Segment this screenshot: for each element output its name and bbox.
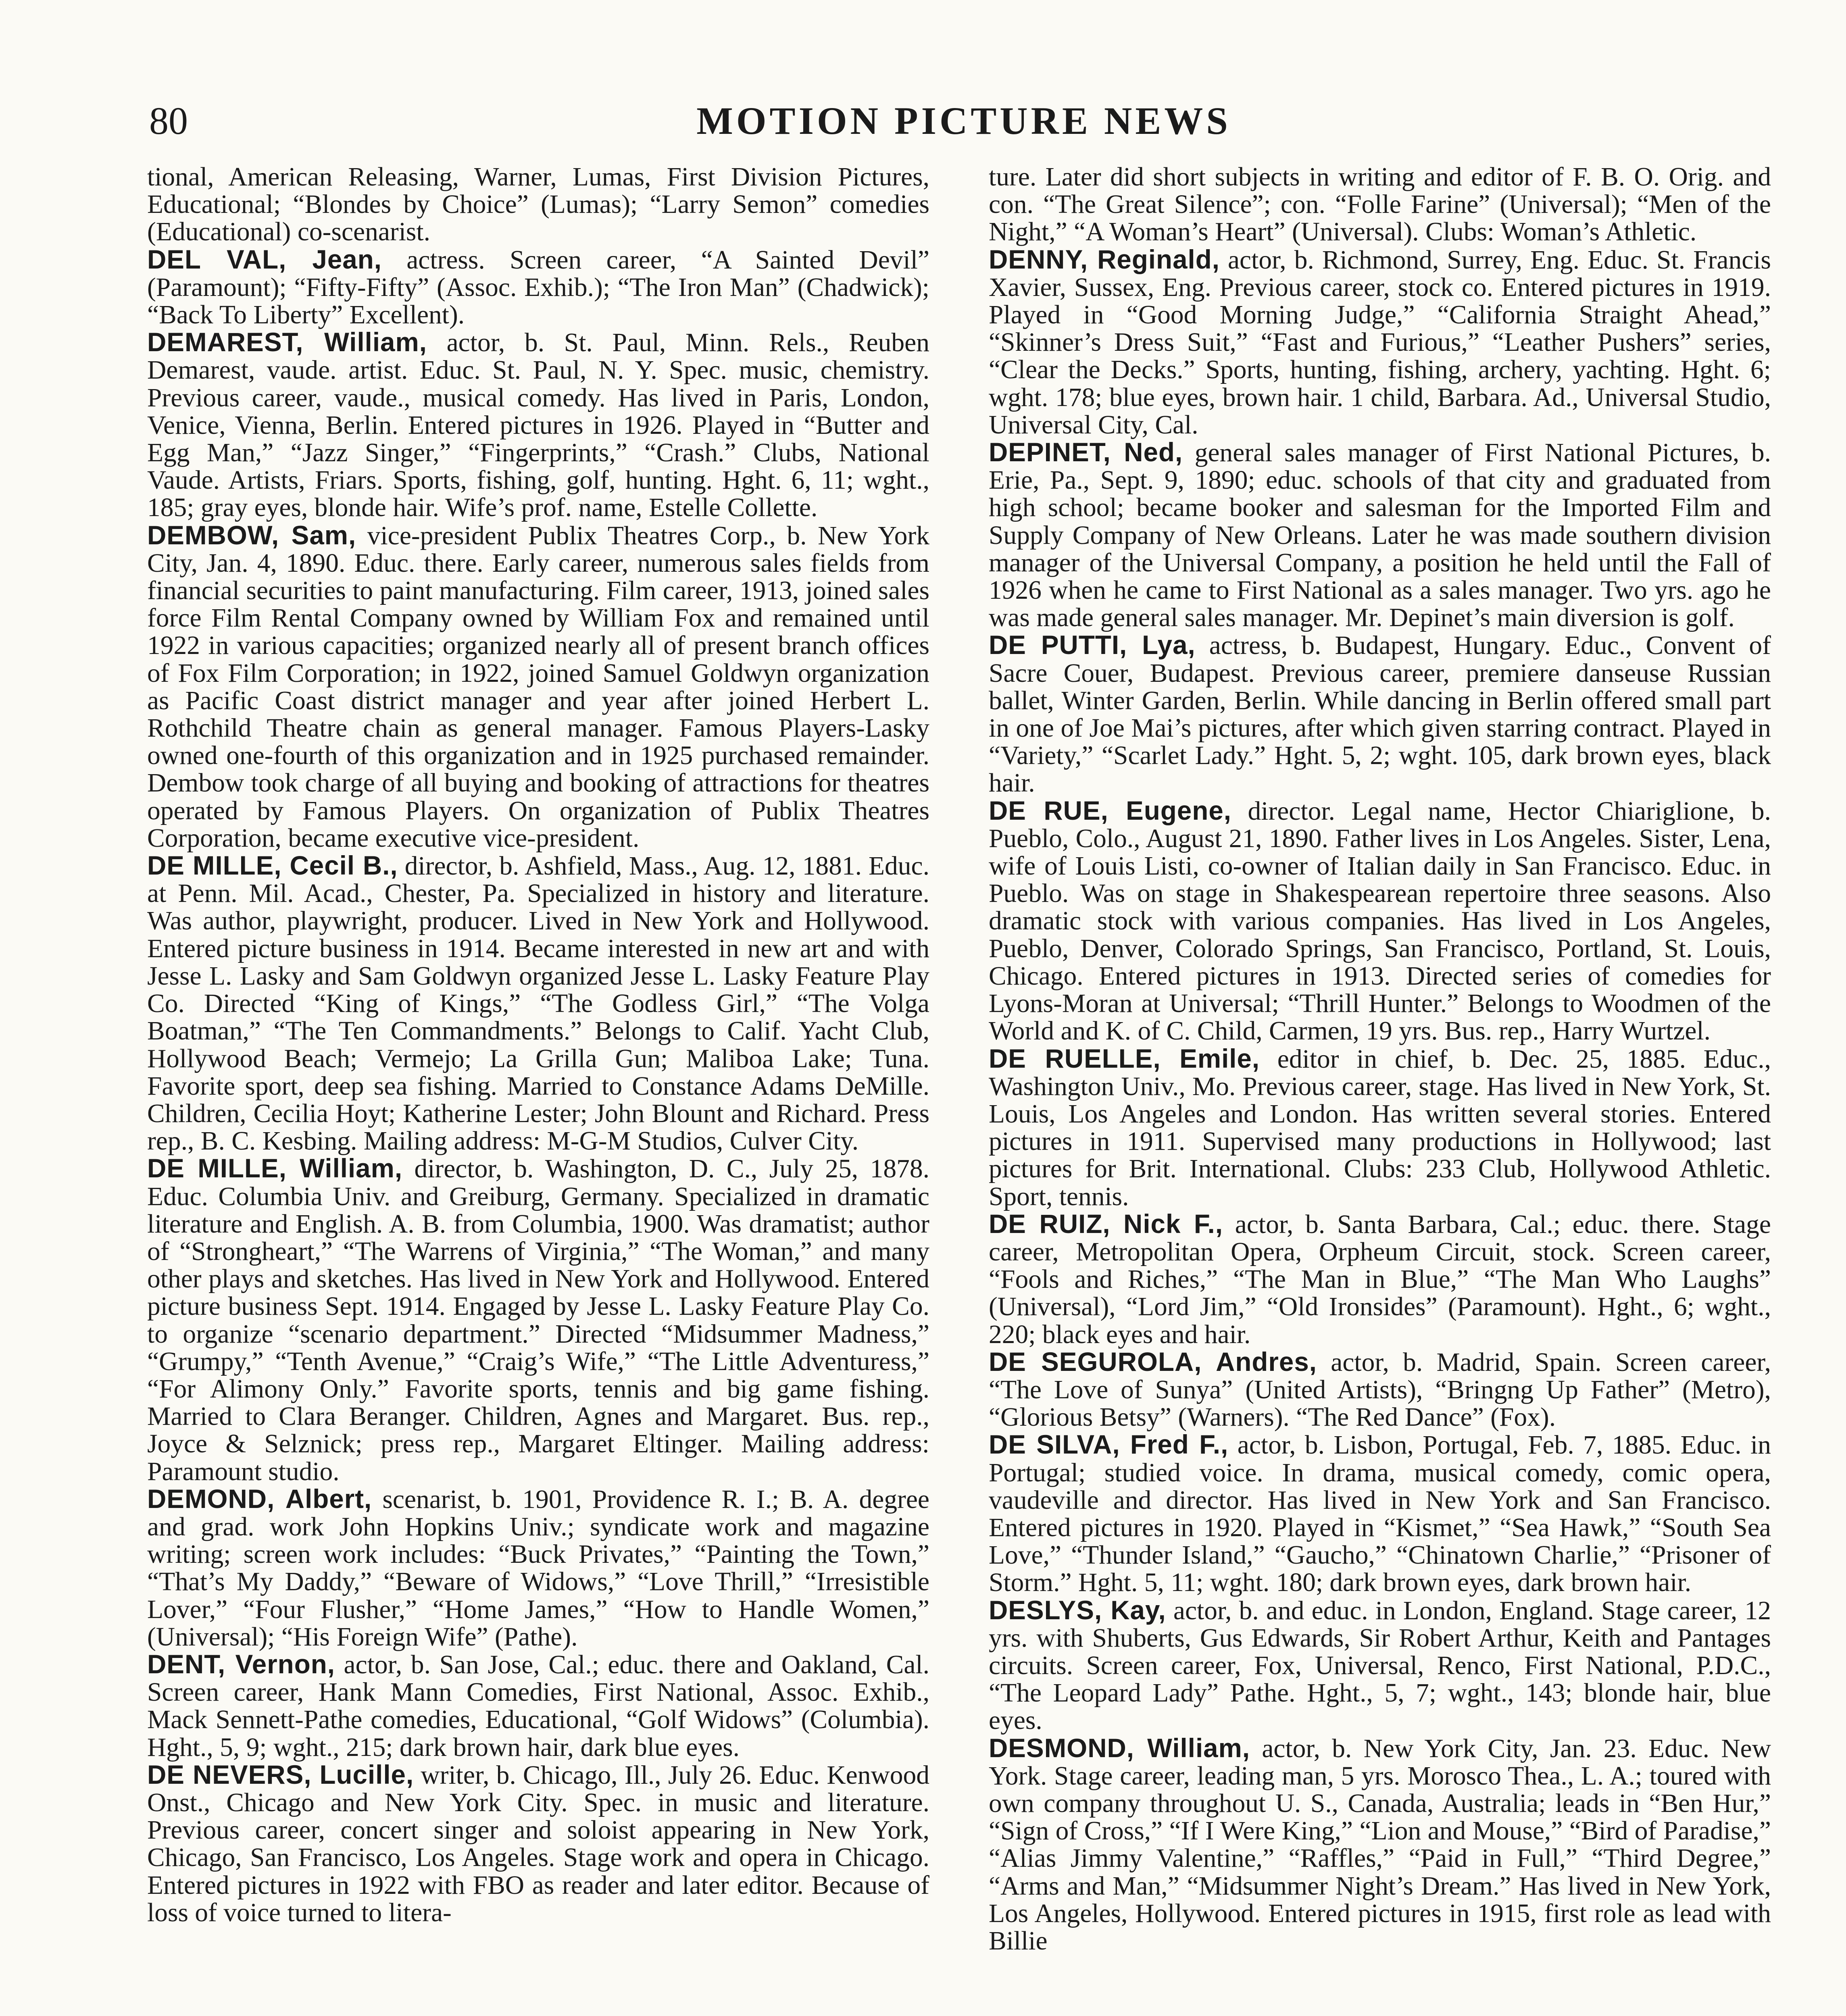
left-column (147, 163, 929, 1926)
entry-text: director. Legal name, Hector Chiariglione, b. Pueblo, Colo., August 21, 1890. Father lives in Los Angeles. Sister, Lena, wife of Louis Listi, co-owner of Italian daily in San Francisco. Educ. in Pueblo. Was on stage in Shakespearean repertoire three seasons. Also dramatic stock with various companies. Has lived in Los Angeles, Pueblo, Denver, Colorado Springs, San Francisco, Portland, St. Louis, Chicago. Entered pictures in 1913. Directed series of comedies for Lyons-Moran at Universal; “Thrill Hunter.” Belongs to Woodmen of the World and K. of C. Child, Carmen, 19 yrs. Bus. rep., Harry Wurtzel. (989, 796, 1771, 1046)
entry-name: DEL VAL, Jean, (147, 244, 382, 274)
entry-text: vice-president Publix Theatres Corp., b. New York City, Jan. 4, 1890. Educ. there. Early career, numerous sales fields from financial securities to paint manufacturing. Film career, 1913, joined sales force Film Rental Company owned by William Fox and remained until 1922 in various capacities; organized nearly all of present branch offices of Fox Film Corporation; in 1922, joined Samuel Goldwyn organization as Pacific Coast district manager and year after joined Herbert L. Rothchild Theatre chain as general manager. Famous Players-Lasky owned one-fourth of this organization and in 1925 purchased remainder. Dembow took charge of all buying and booking of attractions for theatres operated by Famous Players. On organization of Publix Theatres Corporation, became executive vice-president. (147, 521, 929, 853)
entry-name: DE MILLE, William, (147, 1154, 403, 1183)
entry-text: actor, b. Richmond, Surrey, Eng. Educ. St. Francis Xavier, Sussex, Eng. Previous career, stock co. Entered pictures in 1919. Played in “Good Morning Judge,” “California Straight Ahead,” “Skinner’s Dress Suit,” “Fast and Furious,” “Leather Pushers” series, “Clear the Decks.” Sports, hunting, fishing, archery, yachting. Hght. 6; wght. 178; blue eyes, brown hair. 1 child, Barbara. Ad., Universal Studio, Universal City, Cal. (989, 245, 1771, 439)
entry-name: DEMOND, Albert, (147, 1484, 372, 1514)
right-column (989, 163, 1771, 1955)
entry-text: actor, b. New York City, Jan. 23. Educ. New York. Stage career, leading man, 5 yrs. Morosco Thea., L. A.; toured with own company throughout U. S., Canada, Australia; leads in “Ben Hur,” “Sign of Cross,” “If I Were King,” “Lion and Mouse,” “Bird of Paradise,” “Alias Jimmy Valentine,” “Raffles,” “Paid in Full,” “Third Degree,” “Arms and Man,” “Midsummer Night’s Dream.” Has lived in New York, Los Angeles, Hollywood. Entered pictures in 1915, first role as lead with Billie (989, 1734, 1771, 1956)
directory-entry (989, 631, 1771, 797)
entry-text: actress, b. Budapest, Hungary. Educ., Convent of Sacre Couer, Budapest. Previous career, premiere danseuse Russian ballet, Winter Garden, Berlin. While dancing in Berlin offered small part in one of Joe Mai’s pictures, after which given starring contract. Played in “Variety,” “Scarlet Lady.” Hght. 5, 2; wght. 105, dark brown eyes, black hair. (989, 631, 1771, 798)
directory-entry (989, 439, 1771, 631)
directory-entry (989, 1045, 1771, 1210)
entry-text: general sales manager of First National Pictures, b. Erie, Pa., Sept. 9, 1890; educ. schools of that city and graduated from high school; became booker and salesman for the Imported Film and Supply Company of New Orleans. Later he was made southern division manager of the Universal Company, a position he held until the Fall of 1926 when he came to First National as a sales manager. Two yrs. ago he was made general sales manager. Mr. Depinet’s main diversion is golf. (989, 438, 1771, 633)
continued-entry (989, 163, 1771, 246)
entry-text: writer, b. Chicago, Ill., July 26. Educ. Kenwood Onst., Chicago and New York City. Spec. in music and literature. Previous career, concert singer and soloist appearing in New York, Chicago, San Francisco, Los Angeles. Stage work and opera in Chicago. Entered pictures in 1922 with FBO as reader and later editor. Because of loss of voice turned to litera- (147, 1760, 929, 1927)
entry-text: editor in chief, b. Dec. 25, 1885. Educ., Washington Univ., Mo. Previous career, stage. Has lived in New York, St. Louis, Los Angeles and London. Has written several stories. Entered pictures in 1911. Supervised many productions in Hollywood; last pictures for Brit. International. Clubs: 233 Club, Hollywood Athletic. Sport, tennis. (989, 1044, 1771, 1211)
entry-name: DE MILLE, Cecil B., (147, 851, 398, 881)
directory-entry (147, 1485, 929, 1651)
entry-text: director, b. Ashfield, Mass., Aug. 12, 1881. Educ. at Penn. Mil. Acad., Chester, Pa. Specialized in history and literature. Was author, playwright, producer. Lived in New York and Hollywood. Entered picture business in 1914. Became interested in new art and with Jesse L. Lasky and Sam Goldwyn organized Jesse L. Lasky Feature Play Co. Directed “King of Kings,” “The Godless Girl,” “The Volga Boatman,” “The Ten Commandments.” Belongs to Calif. Yacht Club, Hollywood Beach; Vermejo; La Grilla Gun; Maliboa Lake; Tuna. Favorite sport, deep sea fishing. Married to Constance Adams DeMille. Children, Cecilia Hoyt; Katherine Lester; John Blount and Richard. Press rep., B. C. Kesbing. Mailing address: M-G-M Studios, Culver City. (147, 852, 929, 1156)
running-title: MOTION PICTURE NEWS (696, 99, 1231, 142)
directory-entry (147, 852, 929, 1155)
entry-name: DE SILVA, Fred F., (989, 1430, 1229, 1460)
directory-entry (989, 1597, 1771, 1735)
entry-text: director, b. Washington, D. C., July 25, 1878. Educ. Columbia Univ. and Greiburg, Germany. Specialized in dramatic literature and English. A. B. from Columbia, 1900. Was dramatist; author of “Strongheart,” “The Warrens of Virginia,” “The Woman,” and many other plays and sketches. Has lived in New York and Hollywood. Entered picture business Sept. 1914. Engaged by Jesse L. Lasky Feature Play Co. to organize “scenario department.” Directed “Midsummer Madness,” “Grumpy,” “Tenth Avenue,” “Craig’s Wife,” “The Little Adventuress,” “For Alimony Only.” Favorite sports, tennis and big game fishing. Married to Clara Beranger. Children, Agnes and Margaret. Bus. rep., Joyce & Selznick; press rep., Margaret Eltinger. Mailing address: Paramount studio. (147, 1154, 929, 1486)
entry-name: DENT, Vernon, (147, 1649, 335, 1679)
entry-name: DE RUE, Eugene, (989, 796, 1231, 825)
continued-entry (147, 163, 929, 246)
entry-name: DE PUTTI, Lya, (989, 630, 1196, 660)
directory-entry (147, 1761, 929, 1926)
entry-name: DESMOND, William, (989, 1733, 1250, 1763)
directory-entry (147, 1651, 929, 1761)
entry-name: DENNY, Reginald, (989, 244, 1220, 274)
directory-entry (147, 246, 929, 329)
entry-text: scenarist, b. 1901, Providence R. I.; B. A. degree and grad. work John Hopkins Univ.; syndicate work and magazine writing; screen work includes: “Buck Privates,” “Painting the Town,” “That’s My Daddy,” “Beware of Widows,” “Love Thrill,” “Irresistible Lover,” “Four Flusher,” “Home James,” “How to Handle Women,” (Universal); “His Foreign Wife” (Pathe). (147, 1485, 929, 1652)
directory-entry (989, 1348, 1771, 1431)
directory-entry (989, 1431, 1771, 1596)
directory-entry (147, 522, 929, 852)
entry-name: DE RUELLE, Emile, (989, 1043, 1260, 1073)
entry-name: DEPINET, Ned, (989, 437, 1183, 467)
entry-text: actress. Screen career, “A Sainted Devil” (Paramount); “Fifty-Fifty” (Assoc. Exhib.); “The Iron Man” (Chadwick); “Back To Liberty” Excellent). (147, 245, 929, 330)
entry-name: DE SEGUROLA, Andres, (989, 1347, 1317, 1377)
directory-entry (147, 1155, 929, 1485)
entry-name: DEMBOW, Sam, (147, 520, 356, 550)
directory-entry (989, 797, 1771, 1045)
entry-text: actor, b. Lisbon, Portugal, Feb. 7, 1885. Educ. in Portugal; studied voice. In drama, musical comedy, comic opera, vaudeville and director. Has lived in New York and San Francisco. Entered pictures in 1920. Played in “Kismet,” “Sea Hawk,” “South Sea Love,” “Thunder Island,” “Gaucho,” “Chinatown Charlie,” “Prisoner of Storm.” Hght. 5, 11; wght. 180; dark brown eyes, dark brown hair. (989, 1431, 1771, 1597)
directory-entry (989, 1735, 1771, 1955)
entry-text: actor, b. St. Paul, Minn. Rels., Reuben Demarest, vaude. artist. Educ. St. Paul, N. Y. Spec. music, chemistry. Previous career, vaude., musical comedy. Has lived in Paris, London, Venice, Vienna, Berlin. Entered pictures in 1926. Played in “Butter and Egg Man,” “Jazz Singer,” “Fingerprints,” “Crash.” Clubs, National Vaude. Artists, Friars. Sports, fishing, golf, hunting. Hght. 6, 11; wght., 185; gray eyes, blonde hair. Wife’s prof. name, Estelle Collette. (147, 328, 929, 523)
directory-entry (989, 1210, 1771, 1348)
entry-name: DESLYS, Kay, (989, 1595, 1166, 1625)
directory-entry (989, 246, 1771, 439)
entry-text: ture. Later did short subjects in writing and editor of F. B. O. Orig. and con. “The Great Silence”; con. “Folle Farine” (Universal); “Men of the Night,” “A Woman’s Heart” (Universal). Clubs: Woman’s Athletic. (989, 162, 1771, 247)
entry-text: actor, b. and educ. in London, England. Stage career, 12 yrs. with Shuberts, Gus Edwards, Sir Robert Arthur, Keith and Pantages circuits. Screen career, Fox, Universal, Renco, First National, P.D.C., “The Leopard Lady” Pathe. Hght., 5, 7; wght., 143; blonde hair, blue eyes. (989, 1596, 1771, 1735)
entry-name: DE NEVERS, Lucille, (147, 1760, 414, 1789)
entry-text: actor, b. Santa Barbara, Cal.; educ. there. Stage career, Metropolitan Opera, Orpheum Circuit, stock. Screen career, “Fools and Riches,” “The Man in Blue,” “The Man Who Laughs” (Universal), “Lord Jim,” “Old Ironsides” (Paramount). Hght., 6; wght., 220; black eyes and hair. (989, 1210, 1771, 1349)
page-header (149, 95, 1778, 147)
entry-name: DEMAREST, William, (147, 327, 427, 357)
directory-entry (147, 329, 929, 521)
entry-text: actor, b. San Jose, Cal.; educ. there and Oakland, Cal. Screen career, Hank Mann Comedies, First National, Assoc. Exhib., Mack Sennett-Pathe comedies, Educational, “Golf Widows” (Columbia). Hght., 5, 9; wght., 215; dark brown hair, dark blue eyes. (147, 1650, 929, 1762)
entry-name: DE RUIZ, Nick F., (989, 1209, 1223, 1239)
page-number: 80 (149, 99, 188, 142)
entry-text: actor, b. Madrid, Spain. Screen career, “The Love of Sunya” (United Artists), “Bringng Up Father” (Metro), “Glorious Betsy” (Warners). “The Red Dance” (Fox). (989, 1347, 1771, 1432)
entry-text: tional, American Releasing, Warner, Lumas, First Division Pictures, Educational; “Blondes by Choice” (Lumas); “Larry Semon” comedies (Educational) co-scenarist. (147, 162, 929, 247)
